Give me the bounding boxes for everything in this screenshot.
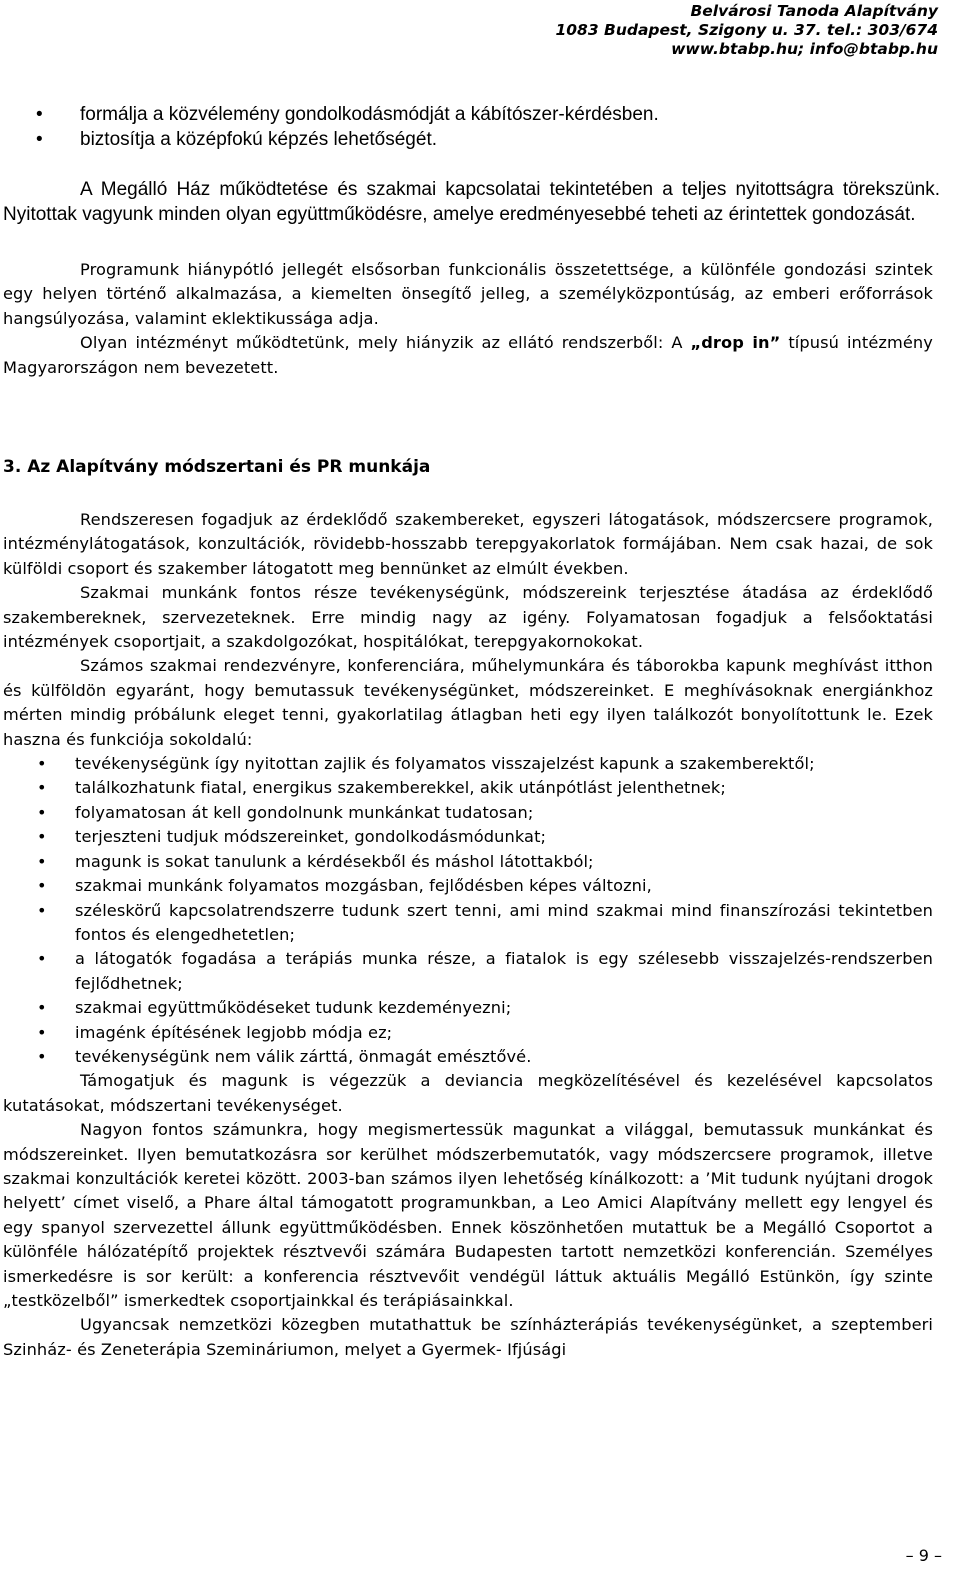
list-item: • imagénk építésének legjobb módja ez; (3, 1021, 933, 1045)
list-item: • formálja a közvélemény gondolkodásmódját a kábítószer-kérdésben. (0, 102, 960, 127)
header-contact: www.btabp.hu; info@btabp.hu (671, 40, 938, 58)
list-item: • tevékenységünk nem válik zárttá, önmagát emésztővé. (3, 1045, 933, 1069)
list-item: • találkozhatunk fiatal, energikus szakemberekkel, akik utánpótlást jelenthetnek; (3, 776, 933, 800)
header-address: 1083 Budapest, Szigony u. 37. tel.: 303/674 (555, 21, 938, 39)
document-header (555, 2, 938, 59)
section-title: 3. Az Alapítvány módszertani és PR munkája (3, 457, 431, 477)
list-item: • a látogatók fogadása a terápiás munka része, a fiatalok is egy szélesebb visszajelzés-rendszerben fejlődhetnek; (3, 947, 933, 996)
header-organization: Belvárosi Tanoda Alapítvány (690, 2, 938, 20)
top-bullet-list (0, 102, 960, 152)
list-item: • biztosítja a középfokú képzés lehetőségét. (0, 127, 960, 152)
list-item: • szakmai munkánk folyamatos mozgásban, fejlődésben képes változni, (3, 874, 933, 898)
list-item: • magunk is sokat tanulunk a kérdésekből és máshol látottakból; (3, 850, 933, 874)
list-item: • terjeszteni tudjuk módszereinket, gondolkodásmódunkat; (3, 825, 933, 849)
section-paragraph: Szakmai munkánk fontos része tevékenységünk, módszereink terjesztése átadása az érdeklődő szakembereknek, szervezeteknek. Erre mindig nagy az igény. Folyamatosan fogadjuk a felsőoktatási intézmények csoportjait, a szakdolgozókat, hospitálókat, terepgyakornokokat. (3, 583, 933, 652)
dropin-emphasis: „drop in” (690, 333, 781, 353)
dropin-text-after: típusú intézmény Magyarországon nem bevezetett. (3, 333, 933, 377)
page-number: – 9 – (905, 1546, 942, 1565)
section-paragraph: Számos szakmai rendezvényre, konferenciára, műhelymunkára és táborokba kapunk meghívást itthon és külföldön egyaránt, hogy bemutassuk tevékenységünket, módszereinket. E meghívásoknak energiánkhoz mérten mindig próbálunk eleget tenni, gyakorlatilag átlagban heti egy ilyen találkozót bonyolítottunk le. Ezek haszna és funkciója sokoldalú: (3, 656, 933, 749)
program-section (3, 258, 933, 380)
list-item: • folyamatosan át kell gondolnunk munkánkat tudatosan; (3, 801, 933, 825)
section-paragraph: Rendszeresen fogadjuk az érdeklődő szakembereket, egyszeri látogatások, módszercsere programok, intézménylátogatások, konzultációk, rövidebb-hosszabb terepgyakorlatok formájában. Nem csak hazai, de sok külföldi csoport és szakember látogatott meg bennünket az elmúlt években. (3, 510, 933, 578)
program-paragraph: Programunk hiánypótló jellegét elsősorban funkcionális összetettsége, a különféle gondozási szintek egy helyen történő alkalmazása, a kiemelten önsegítő jelleg, a személyközpontúság, az emberi erőforrások hangsúlyozása, valamint eklektikussága adja. (3, 260, 933, 328)
section-paragraph: Nagyon fontos számunkra, hogy megismertessük magunkat a világgal, bemutassuk munkánkat és módszereinket. Ilyen bemutatkozásra sor kerülhet módszerbemutatók, vagy módszercsere programok, illetve szakmai konzultációk keretei között. 2003-ban számos ilyen lehetőség kínálkozott: a ’Mit tudunk nyújtani drogok helyett’ címet viselő, a Phare által támogatott programunkban, a Leo Amici Alapítvány mellett egy lengyel és egy spanyol szervezettel állunk együttműködésben. Ennek köszönhetően mutattuk be a Megálló Csoportot a különféle hálózatépítő projektek résztvevői számára Budapesten tartott nemzetközi konferencián. Személyes ismerkedésre is sor került: a konferencia résztvevőit vendégül láttuk aktuális Megálló Estünkön, így szinte „testközelből” ismerkedtek csoportjainkkal és terápiásainkkal. (3, 1120, 933, 1310)
dropin-paragraph (3, 331, 933, 380)
list-item: • szakmai együttműködéseket tudunk kezdeményezni; (3, 996, 933, 1020)
section-body (3, 508, 933, 1362)
intro-paragraph: A Megálló Ház működtetése és szakmai kapcsolatai tekintetében a teljes nyitottságra törekszünk. Nyitottak vagyunk minden olyan együttműködésre, amelye eredményesebbé teheti az érintettek gondozását. (3, 179, 940, 225)
benefit-list (3, 752, 933, 1069)
section-paragraph: Támogatjuk és magunk is végezzük a deviancia megközelítésével és kezelésével kapcsolatos kutatásokat, módszertani tevékenységet. (3, 1071, 933, 1115)
list-item: • tevékenységünk így nyitottan zajlik és folyamatos visszajelzést kapunk a szakemberektől; (3, 752, 933, 776)
section-paragraph: Ugyancsak nemzetközi közegben mutathattuk be színházterápiás tevékenységünket, a szeptemberi Szinház- és Zeneterápia Szemináriumon, melyet a Gyermek- Ifjúsági (3, 1315, 933, 1359)
dropin-text-before: Olyan intézményt működtetünk, mely hiányzik az ellátó rendszerből: A (80, 333, 691, 353)
list-item: • széleskörű kapcsolatrendszerre tudunk szert tenni, ami mind szakmai mind finanszírozási tekintetben fontos és elengedhetetlen; (3, 899, 933, 948)
